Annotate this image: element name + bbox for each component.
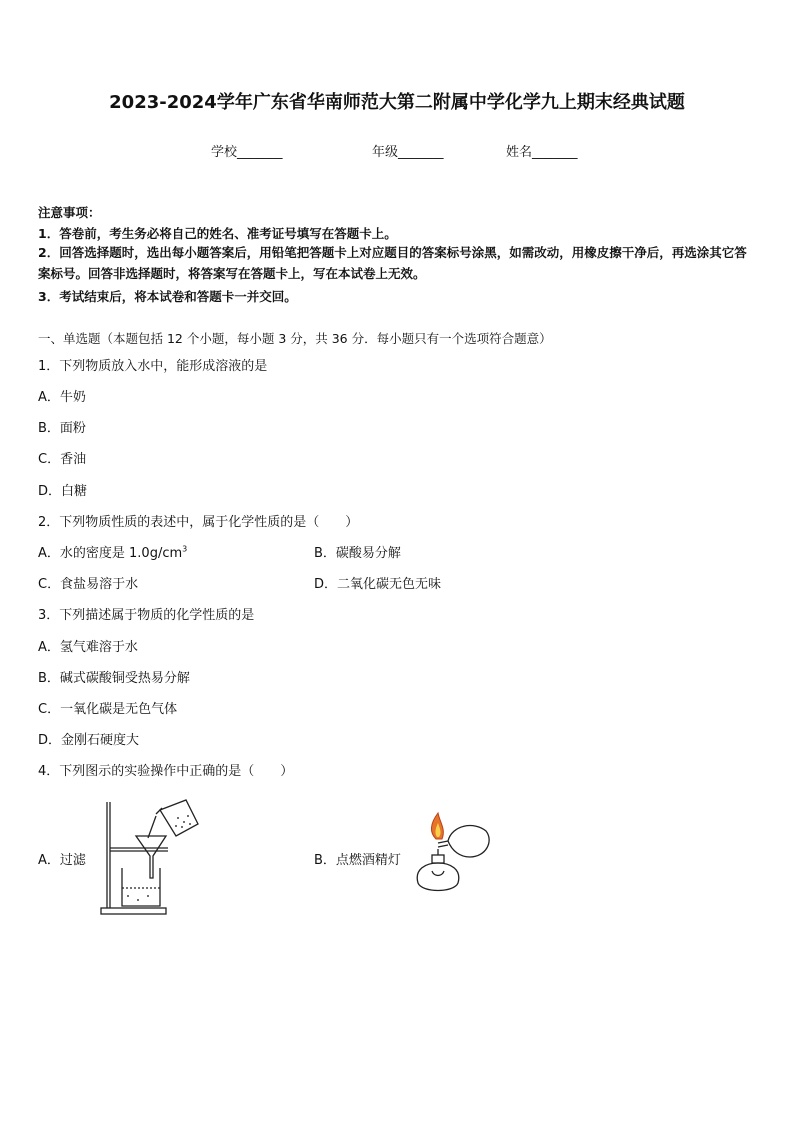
question-2-option-a (38, 542, 187, 561)
question-3-option-a: A．氢气难溶于水 (38, 640, 138, 655)
question-2-option-a-text: A．水的密度是 1.0g/cm (38, 546, 183, 561)
question-2-stem: 2．下列物质性质的表述中，属于化学性质的是（ ） (38, 515, 359, 530)
filtration-apparatus-illustration (98, 796, 208, 920)
question-4-stem: 4．下列图示的实验操作中正确的是（ ） (38, 764, 294, 779)
notice-item-1: 1．答卷前，考生务必将自己的姓名、准考证号填写在答题卡上。 (38, 226, 397, 241)
question-1-option-c: C．香油 (38, 452, 87, 467)
page-title: 2023-2024学年广东省华南师范大第二附属中学化学九上期末经典试题 (109, 92, 685, 113)
notice-item-3: 3．考试结束后，将本试卷和答题卡一并交回。 (38, 289, 297, 304)
name-field: 姓名_______ (506, 145, 578, 160)
grade-field: 年级_______ (372, 145, 444, 160)
section-heading: 一、单选题（本题包括 12 个小题，每小题 3 分，共 36 分．每小题只有一个选项符合题意） (38, 331, 552, 346)
question-1-option-d: D．白糖 (38, 484, 88, 499)
school-field: 学校_______ (211, 145, 283, 160)
question-1-stem: 1．下列物质放入水中，能形成溶液的是 (38, 359, 268, 374)
superscript-3: 3 (182, 544, 188, 554)
notice-item-2: 2．回答选择题时，选出每小题答案后，用铅笔把答题卡上对应题目的答案标号涂黑，如需改动，用橡皮擦干净后，再选涂其它答案标号。回答非选择题时，将答案写在答题卡上，写在本试卷上无效。 (38, 245, 747, 281)
notice-heading: 注意事项： (38, 205, 101, 220)
question-2-option-c: C．食盐易溶于水 (38, 577, 139, 592)
question-1-option-b: B．面粉 (38, 421, 86, 436)
question-3-option-b: B．碱式碳酸铜受热易分解 (38, 671, 190, 686)
question-2-option-b: B．碳酸易分解 (314, 546, 401, 561)
question-4-option-b: B．点燃酒精灯 (314, 853, 401, 868)
question-4-option-a: A．过滤 (38, 853, 86, 868)
question-1-option-a: A．牛奶 (38, 390, 86, 405)
alcohol-lamp-illustration (404, 811, 494, 901)
question-3-stem: 3．下列描述属于物质的化学性质的是 (38, 608, 255, 623)
question-3-option-c: C．一氧化碳是无色气体 (38, 702, 178, 717)
question-2-option-d: D．二氧化碳无色无味 (314, 577, 442, 592)
question-3-option-d: D．金刚石硬度大 (38, 733, 140, 748)
